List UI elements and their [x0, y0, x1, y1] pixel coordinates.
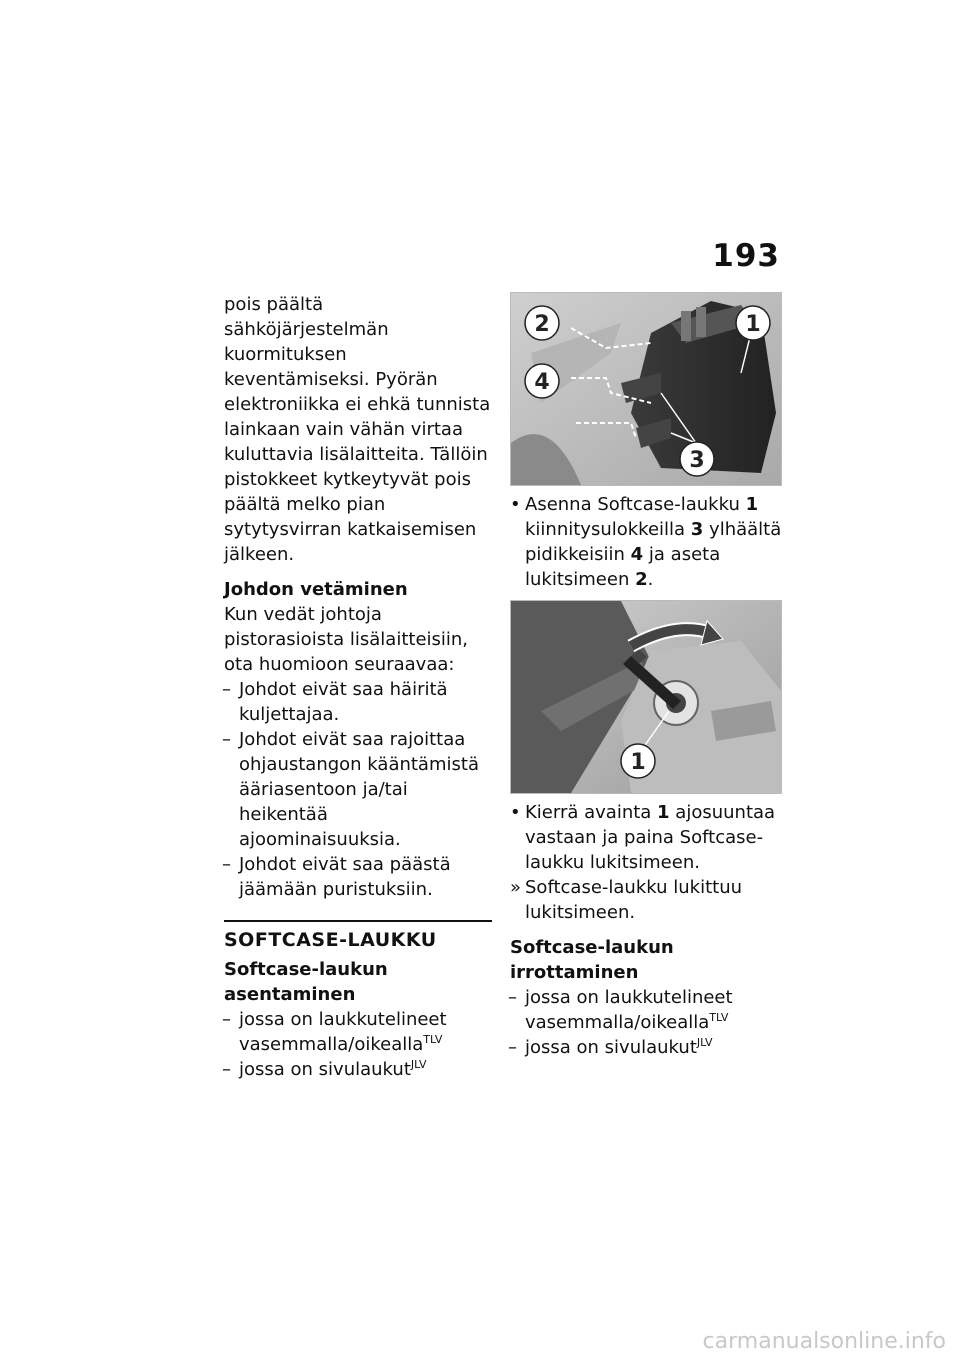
- right-column: [510, 292, 782, 1060]
- cable-heading: Johdon vetäminen: [224, 579, 408, 600]
- install-item-1: [224, 1007, 492, 1057]
- install-heading: Softcase-laukun asentaminen: [224, 959, 388, 1005]
- cable-text: Kun vedät johtoja pistorasioista lisälaitteisiin, ota huomioon seuraavaa:: [224, 604, 469, 675]
- svg-text:1: 1: [745, 312, 761, 337]
- figure1-callout-4: [525, 364, 559, 398]
- step-turn-key: [510, 800, 782, 875]
- step-mount-text-2: kiinnitysulokkeilla: [525, 519, 691, 540]
- install-item-2-sup: JLV: [410, 1058, 427, 1071]
- step-mount-ref-2: 2: [635, 569, 648, 590]
- intro-paragraph: pois päältä sähköjärjestelmän kuormituksen keventämiseksi. Pyörän elektroniikka ei ehkä tunnista lainkaan vain vähän virtaa kuluttavia lisälaitteita. Tällöin pistokkeet kytkeytyvät pois päältä melko pian sytytysvirran katkaisemisen jälkeen.: [224, 294, 491, 565]
- remove-heading: Softcase-laukun irrottaminen: [510, 937, 674, 983]
- install-item-2: [224, 1057, 492, 1082]
- step-turn-key-text-2: ajosuuntaa vastaan ja paina Softcase-laukku lukitsimeen.: [525, 802, 776, 873]
- figure2-callout-1: [621, 744, 655, 778]
- step-mount-ref-1: 1: [745, 494, 759, 515]
- cable-item-1: – Johdot eivät saa häiritä kuljettajaa.: [224, 677, 492, 727]
- figure1-callout-2: [525, 306, 559, 340]
- step-mount-text-5: .: [647, 569, 654, 590]
- remove-item-1: [510, 985, 782, 1035]
- remove-item-2: [510, 1035, 782, 1060]
- page-number: 193: [712, 238, 780, 274]
- figure1-callout-3: [680, 442, 714, 476]
- svg-text:3: 3: [689, 448, 705, 473]
- remove-item-1-sup: TLV: [709, 1011, 729, 1024]
- step-mount: [510, 492, 782, 592]
- remove-item-1-text: jossa on laukkutelineet vasemmalla/oikealla: [525, 987, 733, 1033]
- step-mount-text-3: ylhäältä pidikkeisiin: [525, 519, 782, 565]
- step-turn-key-ref-1: 1: [657, 802, 670, 823]
- section-divider: [224, 920, 492, 922]
- cable-item-2: – Johdot eivät saa rajoittaa ohjaustangon kääntämistä ääriasentoon ja/tai heikentää ajoominaisuuksia.: [224, 727, 492, 852]
- step-turn-key-text-1: Kierrä avainta: [525, 802, 658, 823]
- svg-text:1: 1: [630, 750, 646, 775]
- install-item-1-sup: TLV: [423, 1033, 443, 1046]
- figure1-callout-1: [736, 306, 770, 340]
- softcase-mount-illustration: [510, 292, 782, 486]
- install-item-1-text: jossa on laukkutelineet vasemmalla/oikealla: [239, 1009, 447, 1055]
- svg-text:4: 4: [534, 370, 550, 395]
- step-result: » Softcase-laukku lukittuu lukitsimeen.: [510, 875, 782, 925]
- step-mount-ref-3: 3: [690, 519, 704, 540]
- section-title: SOFTCASE-LAUKKU: [224, 929, 437, 951]
- step-mount-text-4: ja aseta lukitsimeen: [525, 544, 721, 590]
- key-lock-illustration: [510, 600, 782, 794]
- svg-text:2: 2: [534, 312, 550, 337]
- install-item-2-text: jossa on sivulaukut: [239, 1059, 411, 1080]
- cable-item-3: – Johdot eivät saa päästä jäämään puristuksiin.: [224, 852, 492, 902]
- watermark: carmanualsonline.info: [702, 1329, 946, 1354]
- step-mount-text-1: Asenna Softcase-laukku: [525, 494, 746, 515]
- step-mount-ref-4: 4: [630, 544, 644, 565]
- remove-item-2-sup: JLV: [696, 1036, 713, 1049]
- left-column: [224, 292, 492, 1082]
- remove-item-2-text: jossa on sivulaukut: [525, 1037, 697, 1058]
